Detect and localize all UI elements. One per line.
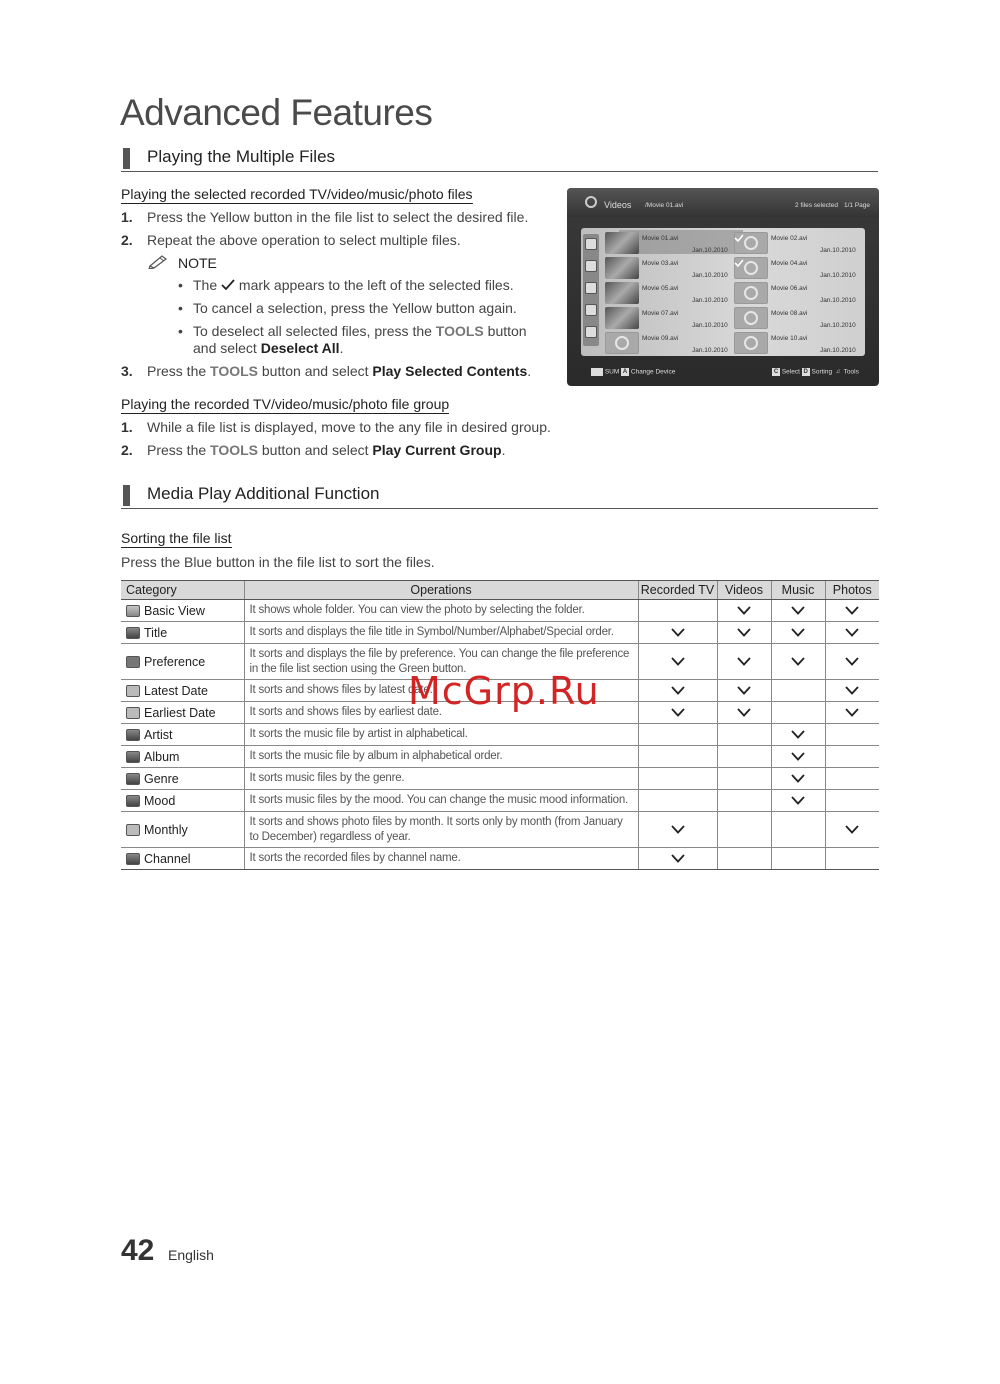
tv-file-grid bbox=[581, 228, 865, 356]
tv-sidebar bbox=[583, 234, 599, 346]
file-name: Movie 07.avi bbox=[642, 310, 679, 317]
step-text-b: button and select bbox=[261, 442, 369, 458]
tools-keyword: TOOLS bbox=[210, 363, 258, 379]
checkmark-icon bbox=[791, 750, 805, 764]
bullet-text-a: To deselect all selected files, press the bbox=[193, 323, 432, 339]
file-name: Movie 04.avi bbox=[771, 260, 808, 267]
category-cell bbox=[121, 848, 244, 870]
tools-keyword: TOOLS bbox=[210, 442, 258, 458]
table-row bbox=[121, 724, 879, 746]
sidebar-icon bbox=[585, 326, 597, 338]
section-header-additional-function bbox=[121, 483, 878, 509]
category-icon bbox=[126, 853, 140, 865]
file-date: Jan.10.2010 bbox=[820, 347, 856, 354]
footer-right bbox=[772, 368, 859, 376]
step-number: 2. bbox=[121, 232, 133, 248]
tools-keyword: TOOLS bbox=[435, 323, 484, 339]
film-reel-icon[interactable] bbox=[734, 282, 768, 304]
category-icon bbox=[126, 627, 140, 639]
category-cell bbox=[121, 644, 244, 680]
support-cell bbox=[771, 768, 825, 790]
support-cell bbox=[638, 600, 717, 622]
checkmark-icon bbox=[737, 655, 751, 669]
support-cell bbox=[825, 600, 879, 622]
support-cell bbox=[771, 724, 825, 746]
subheading-sorting: Sorting the file list bbox=[121, 530, 232, 546]
table-row bbox=[121, 848, 879, 870]
operation-cell: It sorts music files by the mood. You can change the music mood information. bbox=[244, 790, 638, 812]
category-cell bbox=[121, 746, 244, 768]
checkmark-icon bbox=[221, 278, 235, 295]
support-cell bbox=[771, 848, 825, 870]
section-title: Playing the Multiple Files bbox=[147, 147, 336, 166]
step-end: . bbox=[501, 442, 506, 458]
page-number: 42 bbox=[121, 1234, 155, 1267]
file-name: Movie 05.avi bbox=[642, 285, 679, 292]
section-marker bbox=[123, 485, 130, 506]
checkmark-icon bbox=[845, 706, 859, 720]
sorting-table bbox=[121, 580, 879, 870]
file-date: Jan.10.2010 bbox=[692, 247, 728, 254]
play-current-group-keyword: Play Current Group bbox=[372, 442, 502, 458]
file-date: Jan.10.2010 bbox=[820, 247, 856, 254]
support-cell bbox=[771, 790, 825, 812]
category-icon bbox=[126, 795, 140, 807]
operation-cell: It sorts the music file by album in alphabetical order. bbox=[244, 746, 638, 768]
category-label: Latest Date bbox=[144, 683, 208, 698]
checkmark-icon bbox=[737, 626, 751, 640]
film-reel-icon[interactable] bbox=[734, 332, 768, 354]
category-label: Title bbox=[144, 625, 168, 640]
support-cell bbox=[825, 622, 879, 644]
operation-cell: It sorts and shows photo files by month. It sorts only by month (from January to December) regardless of year. bbox=[244, 812, 638, 848]
table-row bbox=[121, 746, 879, 768]
checkmark-icon bbox=[671, 852, 685, 866]
tv-page: 1/1 Page bbox=[844, 202, 871, 209]
header-recorded-tv: Recorded TV bbox=[638, 581, 717, 600]
sorting-label: Sorting bbox=[811, 368, 833, 376]
category-cell bbox=[121, 622, 244, 644]
checkmark-icon bbox=[791, 728, 805, 742]
support-cell bbox=[638, 812, 717, 848]
checkmark-icon bbox=[845, 655, 859, 669]
support-cell bbox=[638, 790, 717, 812]
sidebar-icon bbox=[585, 238, 597, 250]
checkmark-icon bbox=[845, 626, 859, 640]
category-cell bbox=[121, 790, 244, 812]
watermark: McGrp.Ru bbox=[408, 669, 600, 713]
category-label: Genre bbox=[144, 771, 179, 786]
step-number: 1. bbox=[121, 209, 133, 225]
category-icon bbox=[126, 707, 140, 719]
pencil-icon bbox=[148, 253, 170, 272]
operation-cell: It sorts and displays the file by preference. You can change the file preference in the file list section using the Green button. bbox=[244, 644, 638, 680]
deselect-all-keyword: Deselect All bbox=[260, 340, 340, 356]
support-cell bbox=[717, 644, 771, 680]
category-label: Preference bbox=[144, 654, 206, 669]
support-cell bbox=[825, 644, 879, 680]
category-label: Artist bbox=[144, 727, 173, 742]
bullet-text-b: mark appears to the left of the selected files. bbox=[238, 277, 514, 293]
step-1 bbox=[121, 209, 528, 226]
support-cell bbox=[638, 724, 717, 746]
bullet-dot: • bbox=[178, 300, 183, 316]
select-label: Select bbox=[781, 368, 800, 376]
bullet-dot: • bbox=[178, 323, 183, 339]
checkmark-icon bbox=[671, 655, 685, 669]
support-cell bbox=[825, 768, 879, 790]
section-header-multiple-files bbox=[121, 146, 878, 172]
support-cell bbox=[771, 622, 825, 644]
category-label: Monthly bbox=[144, 822, 188, 837]
checkmark-icon bbox=[671, 626, 685, 640]
page-title: Advanced Features bbox=[120, 92, 433, 133]
support-cell bbox=[771, 644, 825, 680]
sidebar-icon bbox=[585, 304, 597, 316]
header-category: Category bbox=[121, 581, 244, 600]
category-label: Album bbox=[144, 749, 180, 764]
key-c[interactable]: C bbox=[773, 369, 779, 375]
category-label: Channel bbox=[144, 851, 191, 866]
category-icon bbox=[126, 824, 140, 836]
sidebar-icon bbox=[585, 260, 597, 272]
checkmark-icon bbox=[791, 655, 805, 669]
tools-label: Tools bbox=[843, 368, 859, 376]
subheading-file-group: Playing the recorded TV/video/music/photo file group bbox=[121, 396, 450, 412]
note-bullet-3 bbox=[178, 323, 538, 357]
step-text: Repeat the above operation to select multiple files. bbox=[147, 232, 461, 248]
operation-cell: It sorts the music file by artist in alphabetical. bbox=[244, 724, 638, 746]
bullet-text-a: The bbox=[193, 277, 218, 293]
tv-footer bbox=[567, 364, 879, 386]
support-cell bbox=[825, 790, 879, 812]
step-number: 1. bbox=[121, 419, 133, 435]
tv-path: /Movie 01.avi bbox=[645, 202, 684, 209]
play-selected-keyword: Play Selected Contents bbox=[372, 363, 528, 379]
support-cell bbox=[717, 724, 771, 746]
video-thumbnail[interactable] bbox=[605, 307, 639, 329]
checkmark-icon bbox=[791, 626, 805, 640]
category-icon bbox=[126, 751, 140, 763]
header-operations: Operations bbox=[244, 581, 638, 600]
support-cell bbox=[717, 768, 771, 790]
operation-cell: It sorts the recorded files by channel name. bbox=[244, 848, 638, 870]
change-device-label: Change Device bbox=[630, 368, 676, 376]
step-2 bbox=[121, 232, 461, 249]
file-name: Movie 03.avi bbox=[642, 260, 679, 267]
device-label: SUM bbox=[604, 368, 620, 376]
checkmark-icon bbox=[791, 794, 805, 808]
support-cell bbox=[825, 848, 879, 870]
checkmark-icon bbox=[845, 684, 859, 698]
checkmark-icon bbox=[671, 684, 685, 698]
key-a[interactable]: A bbox=[622, 369, 628, 375]
file-date: Jan.10.2010 bbox=[692, 297, 728, 304]
category-icon bbox=[126, 656, 140, 668]
file-date: Jan.10.2010 bbox=[692, 272, 728, 279]
file-date: Jan.10.2010 bbox=[820, 322, 856, 329]
bullet-end: . bbox=[339, 340, 344, 356]
group-step-1 bbox=[121, 419, 551, 436]
category-label: Earliest Date bbox=[144, 705, 216, 720]
category-cell bbox=[121, 680, 244, 702]
footer-left bbox=[591, 368, 675, 376]
category-cell bbox=[121, 600, 244, 622]
checkmark-icon bbox=[845, 823, 859, 837]
step-text: Press the Yellow button in the file list to select the desired file. bbox=[147, 209, 529, 225]
checkmark-icon bbox=[845, 604, 859, 618]
checkmark-icon bbox=[734, 230, 744, 248]
key-d[interactable]: D bbox=[803, 369, 808, 375]
support-cell bbox=[717, 746, 771, 768]
support-cell bbox=[717, 600, 771, 622]
note-label: NOTE bbox=[178, 254, 217, 271]
category-icon bbox=[126, 685, 140, 697]
sidebar-icon bbox=[585, 282, 597, 294]
note-bullet-2 bbox=[178, 300, 538, 317]
step-text: While a file list is displayed, move to the any file in desired group. bbox=[147, 419, 551, 435]
page-language: English bbox=[168, 1247, 214, 1263]
support-cell bbox=[638, 644, 717, 680]
checkmark-icon bbox=[734, 255, 744, 273]
support-cell bbox=[825, 724, 879, 746]
support-cell bbox=[717, 812, 771, 848]
header-videos: Videos bbox=[717, 581, 771, 600]
operation-cell: It sorts and displays the file title in Symbol/Number/Alphabet/Special order. bbox=[244, 622, 638, 644]
tv-title: Videos bbox=[604, 200, 632, 210]
support-cell bbox=[771, 680, 825, 702]
category-label: Basic View bbox=[144, 603, 205, 618]
support-cell bbox=[638, 746, 717, 768]
sorting-intro: Press the Blue button in the file list to sort the files. bbox=[121, 554, 435, 570]
category-cell bbox=[121, 768, 244, 790]
category-icon bbox=[126, 605, 140, 617]
file-name: Movie 09.avi bbox=[642, 335, 679, 342]
step-text-a: Press the bbox=[147, 363, 207, 379]
category-cell bbox=[121, 724, 244, 746]
checkmark-icon bbox=[737, 604, 751, 618]
support-cell bbox=[638, 768, 717, 790]
file-name: Movie 10.avi bbox=[771, 335, 808, 342]
support-cell bbox=[771, 812, 825, 848]
checkmark-icon bbox=[671, 706, 685, 720]
file-date: Jan.10.2010 bbox=[692, 322, 728, 329]
support-cell bbox=[717, 790, 771, 812]
operation-cell: It sorts and shows files by latest date. bbox=[244, 680, 638, 702]
operation-cell: It sorts and shows files by earliest date. bbox=[244, 702, 638, 724]
file-name: Movie 01.avi bbox=[642, 235, 679, 242]
table-row bbox=[121, 790, 879, 812]
step-end: . bbox=[527, 363, 532, 379]
video-thumbnail[interactable] bbox=[605, 257, 639, 279]
checkmark-icon bbox=[671, 823, 685, 837]
category-icon bbox=[126, 729, 140, 741]
subheading-selected-files: Playing the selected recorded TV/video/music/photo files bbox=[121, 186, 473, 202]
table-header-row bbox=[121, 581, 879, 600]
support-cell bbox=[825, 702, 879, 724]
file-name: Movie 08.avi bbox=[771, 310, 808, 317]
support-cell bbox=[717, 622, 771, 644]
support-cell bbox=[638, 680, 717, 702]
section-marker bbox=[123, 148, 130, 169]
film-reel-icon[interactable] bbox=[734, 307, 768, 329]
note bbox=[148, 253, 217, 272]
support-cell bbox=[638, 848, 717, 870]
support-cell bbox=[825, 680, 879, 702]
bullet-dot: • bbox=[178, 277, 183, 293]
operation-cell: It sorts music files by the genre. bbox=[244, 768, 638, 790]
checkmark-icon bbox=[737, 706, 751, 720]
file-date: Jan.10.2010 bbox=[820, 297, 856, 304]
table-row bbox=[121, 622, 879, 644]
step-3 bbox=[121, 363, 531, 380]
video-thumbnail[interactable] bbox=[605, 232, 639, 254]
operation-cell: It shows whole folder. You can view the photo by selecting the folder. bbox=[244, 600, 638, 622]
video-thumbnail[interactable] bbox=[605, 282, 639, 304]
support-cell bbox=[717, 680, 771, 702]
device-icon bbox=[591, 368, 603, 376]
support-cell bbox=[638, 622, 717, 644]
tv-screenshot bbox=[567, 188, 879, 386]
file-name: Movie 02.avi bbox=[771, 235, 808, 242]
videos-icon bbox=[585, 196, 597, 208]
checkmark-icon bbox=[791, 772, 805, 786]
support-cell bbox=[717, 848, 771, 870]
step-text-b: button and select bbox=[261, 363, 369, 379]
header-photos: Photos bbox=[825, 581, 879, 600]
section-title: Media Play Additional Function bbox=[147, 484, 380, 503]
support-cell bbox=[638, 702, 717, 724]
step-number: 3. bbox=[121, 363, 133, 379]
table-row bbox=[121, 600, 879, 622]
film-reel-icon[interactable] bbox=[605, 332, 639, 354]
file-name: Movie 06.avi bbox=[771, 285, 808, 292]
category-label: Mood bbox=[144, 793, 176, 808]
bullet-text: To cancel a selection, press the Yellow button again. bbox=[193, 300, 517, 316]
checkmark-icon bbox=[737, 684, 751, 698]
support-cell bbox=[771, 600, 825, 622]
support-cell bbox=[825, 746, 879, 768]
support-cell bbox=[717, 702, 771, 724]
step-number: 2. bbox=[121, 442, 133, 458]
category-cell bbox=[121, 812, 244, 848]
support-cell bbox=[771, 746, 825, 768]
step-text-a: Press the bbox=[147, 442, 207, 458]
tv-selected-count: 2 files selected bbox=[795, 202, 838, 209]
table-row bbox=[121, 812, 879, 848]
file-date: Jan.10.2010 bbox=[692, 347, 728, 354]
group-step-2 bbox=[121, 442, 505, 459]
bullet-text-b: button and select bbox=[193, 323, 527, 356]
support-cell bbox=[771, 702, 825, 724]
category-cell bbox=[121, 702, 244, 724]
note-bullet-1 bbox=[178, 277, 538, 295]
checkmark-icon bbox=[791, 604, 805, 618]
header-music: Music bbox=[771, 581, 825, 600]
category-icon bbox=[126, 773, 140, 785]
support-cell bbox=[825, 812, 879, 848]
table-row bbox=[121, 768, 879, 790]
file-date: Jan.10.2010 bbox=[820, 272, 856, 279]
tools-icon[interactable]: ♫ bbox=[835, 369, 841, 375]
